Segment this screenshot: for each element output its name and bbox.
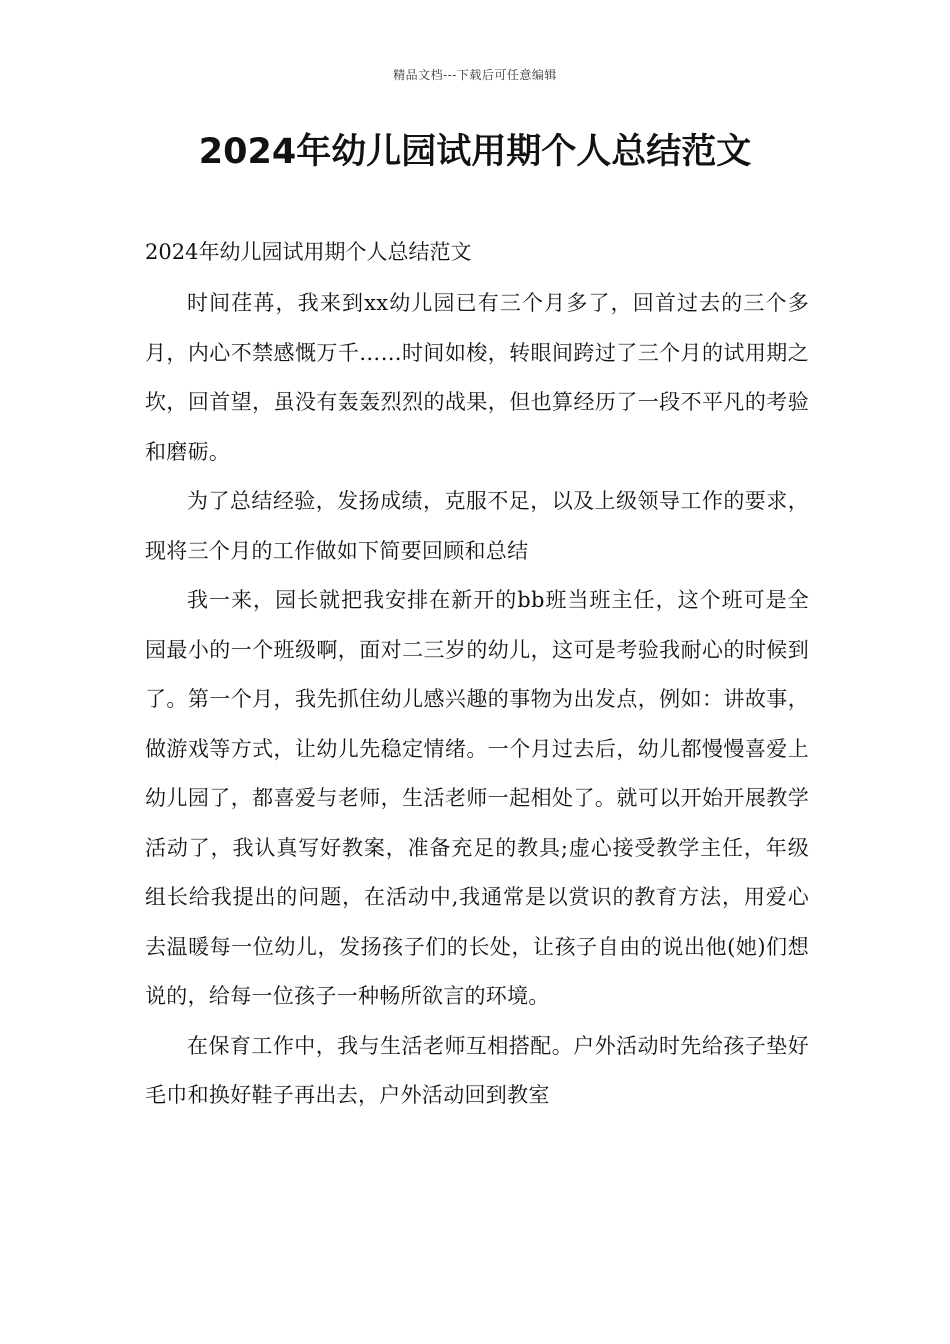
header-note: 精品文档---下载后可任意编辑: [393, 68, 557, 82]
paragraph-1: 时间荏苒，我来到xx幼儿园已有三个月多了，回首过去的三个多月，内心不禁感慨万千……时间如梭，转眼间跨过了三个月的试用期之坎，回首望，虽没有轰轰烈烈的战果，但也算经历了一段不平凡的考验和磨砺。: [145, 291, 809, 464]
paragraph-2: 为了总结经验，发扬成绩，克服不足，以及上级领导工作的要求，现将三个月的工作做如下简要回顾和总结: [145, 489, 809, 563]
document-subtitle: 2024年幼儿园试用期个人总结范文: [145, 240, 472, 264]
paragraph-3: 我一来，园长就把我安排在新开的bb班当班主任，这个班可是全园最小的一个班级啊，面对二三岁的幼儿，这可是考验我耐心的时候到了。第一个月，我先抓住幼儿感兴趣的事物为出发点，例如：讲故事，做游戏等方式，让幼儿先稳定情绪。一个月过去后，幼儿都慢慢喜爱上幼儿园了，都喜爱与老师，生活老师一起相处了。就可以开始开展教学活动了，我认真写好教案，准备充足的教具;虚心接受教学主任，年级组长给我提出的问题，在活动中,我通常是以赏识的教育方法，用爱心去温暖每一位幼儿，发扬孩子们的长处，让孩子自由的说出他(她)们想说的，给每一位孩子一种畅所欲言的环境。: [145, 588, 809, 1008]
paragraph-4: 在保育工作中，我与生活老师互相搭配。户外活动时先给孩子垫好毛巾和换好鞋子再出去，户外活动回到教室: [145, 1033, 809, 1107]
document-title: 2024年幼儿园试用期个人总结范文: [198, 132, 752, 172]
document-body: [145, 228, 809, 1121]
